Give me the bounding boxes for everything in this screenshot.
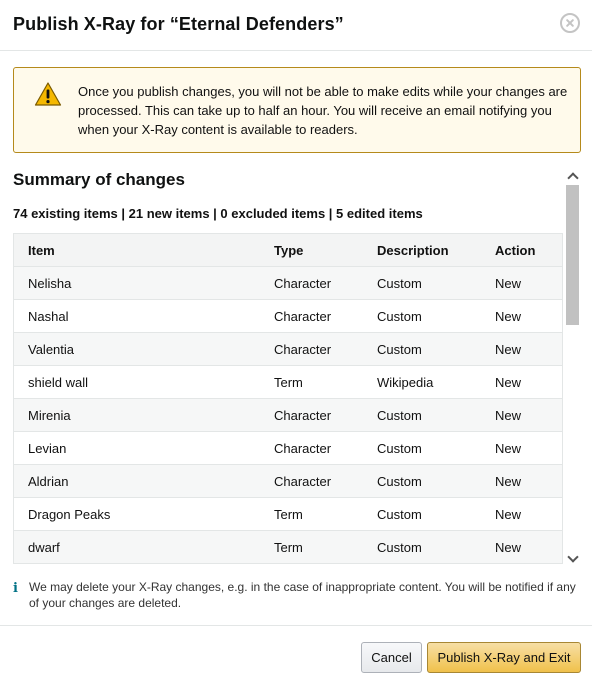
item-cell: Mirenia	[28, 408, 71, 423]
item-cell: shield wall	[28, 375, 88, 390]
table-row	[13, 333, 563, 366]
type-cell: Character	[274, 309, 332, 324]
action-cell: New	[495, 474, 522, 489]
table-row	[13, 531, 563, 564]
summary-heading: Summary of changes	[13, 170, 185, 189]
table-row	[13, 267, 563, 300]
action-cell: New	[495, 408, 522, 423]
item-cell: Nelisha	[28, 276, 72, 291]
description-cell: Custom	[377, 342, 422, 357]
description-cell: Custom	[377, 309, 422, 324]
close-icon[interactable]	[560, 13, 580, 33]
description-cell: Custom	[377, 276, 422, 291]
changes-table	[13, 233, 563, 564]
item-cell: Valentia	[28, 342, 75, 357]
type-cell: Term	[274, 540, 303, 555]
alert-message: Once you publish changes, you will not be able to make edits while your changes are processed. This can take up to half an hour. You will receive an email notifying you when your X-Ray content is available to readers.	[78, 84, 568, 137]
summary-scroll-area[interactable]	[0, 167, 592, 567]
action-cell: New	[495, 309, 522, 324]
warning-alert	[13, 67, 581, 153]
deletion-notice-text: We may delete your X-Ray changes, e.g. in the case of inappropriate content. You will be notified if any of your changes are deleted.	[29, 580, 576, 610]
table-row	[13, 432, 563, 465]
action-cell: New	[495, 342, 522, 357]
scroll-thumb[interactable]	[566, 185, 579, 325]
table-row	[13, 399, 563, 432]
type-cell: Character	[274, 342, 332, 357]
info-icon: i	[13, 581, 18, 596]
column-header-item: Item	[28, 243, 55, 258]
column-header-type: Type	[274, 243, 304, 258]
cancel-button[interactable]: Cancel	[361, 642, 422, 673]
description-cell: Custom	[377, 507, 422, 522]
item-cell: dwarf	[28, 540, 60, 555]
type-cell: Term	[274, 375, 303, 390]
scroll-up-arrow-icon[interactable]	[564, 167, 581, 184]
type-cell: Character	[274, 474, 332, 489]
type-cell: Character	[274, 276, 332, 291]
item-cell: Aldrian	[28, 474, 69, 489]
description-cell: Custom	[377, 441, 422, 456]
action-cell: New	[495, 441, 522, 456]
table-row	[13, 300, 563, 333]
description-cell: Custom	[377, 408, 422, 423]
scroll-track[interactable]	[566, 184, 579, 550]
type-cell: Character	[274, 441, 332, 456]
type-cell: Term	[274, 507, 303, 522]
type-cell: Character	[274, 408, 332, 423]
table-row	[13, 465, 563, 498]
dialog-footer	[0, 625, 592, 687]
table-row	[13, 498, 563, 531]
action-cell: New	[495, 507, 522, 522]
column-header-action: Action	[495, 243, 536, 258]
dialog-title: Publish X-Ray for “Eternal Defenders”	[13, 14, 344, 34]
action-cell: New	[495, 276, 522, 291]
action-cell: New	[495, 375, 522, 390]
description-cell: Custom	[377, 540, 422, 555]
action-cell: New	[495, 540, 522, 555]
column-header-description: Description	[377, 243, 449, 258]
item-cell: Nashal	[28, 309, 69, 324]
table-row	[13, 366, 563, 399]
item-cell: Dragon Peaks	[28, 507, 111, 522]
publish-xray-and-exit-button[interactable]: Publish X-Ray and Exit	[427, 642, 581, 673]
item-cell: Levian	[28, 441, 67, 456]
dialog-header	[0, 0, 592, 51]
scroll-down-arrow-icon[interactable]	[564, 550, 581, 567]
vertical-scrollbar[interactable]	[564, 167, 581, 567]
warning-triangle-icon	[34, 81, 62, 107]
description-cell: Custom	[377, 474, 422, 489]
summary-counts: 74 existing items | 21 new items | 0 excluded items | 5 edited items	[13, 206, 423, 221]
description-cell: Wikipedia	[377, 375, 434, 390]
table-header-row	[13, 234, 563, 267]
